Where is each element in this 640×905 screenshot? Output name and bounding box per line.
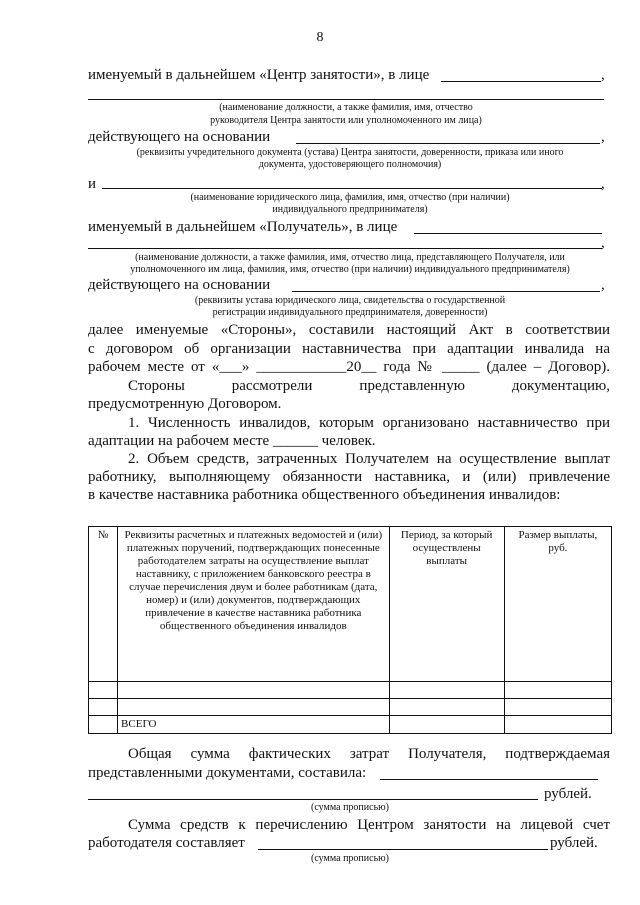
fill-line — [102, 188, 602, 189]
table-row — [89, 699, 612, 716]
fill-line — [380, 779, 598, 780]
table-header-row — [89, 527, 612, 682]
caption: (реквизиты учредительного документа (устава) Центра занятости, доверенности, приказа или иного — [136, 147, 564, 158]
rubles-label: рублей. — [550, 835, 598, 851]
parties-paragraph-line: рабочем месте от «___» ____________20__ года № _____ (далее – Договор). — [88, 359, 610, 375]
recipient-line: именуемый в дальнейшем «Получатель», в лице — [88, 219, 398, 235]
document-page: 8 именуемый в дальнейшем «Центр занятости», в лице , (наименование должности, а также фамилия, имя, отчество руководителя Центра занятости или уполномоченного им лица) действующего на основании , (реквизиты учредительного документа (устава) Центра занятости, доверенности, приказа или иного документа, удостоверяющего полномочия) и , (наименование юридического лица, фамилия, имя, отчество (при наличии) индивидуального предпринимателя) именуемый в дальнейшем «Получатель», в лице , (наименование должности, а также фамилия, имя, отчество лица, представляющего Получателя, или уполномоченного им лица, фамилия, имя, отчество (при наличии) индивидуального предпринимателя) действующего на основании , (реквизиты устава юридического лица, свидетельства о государственной регистрации индивидуального предпринимателя, доверенности) далее именуемые «Стороны», составили настоящий Акт в соответствии с договором об организации наставничества при адаптации инвалида на рабочем месте от «___» ____________20__ года № _____ (далее – Договор). Стороны рассмотрели представленную документацию, предусмотренную Договором. 1. Численность инвалидов, которым организовано наставничество при адаптации на рабочем месте ______ человек. 2. Объем средств, затраченных Получателем на осуществление выплат работнику, выполняющему обязанности наставника, и (или) привлечение в качестве наставника работника общественного объединения инвалидов: № Реквизиты расчетных и платежных ведомостей и (или) платежных поручений, подтверждающих понесенные работодателем затраты на осуществление выплат наставнику, с приложением банковского реестра в случае перечисления двум и более работникам (дата, номер) и (или) документов, подтверждающих привлечение в качестве наставника работника общественного объединения инвалидов Период, за который осуществлены выплаты Размер выплаты, руб. ВСЕГО Общая сумма фактических затрат Получателя, подтверждаемая представленными документами, составила: рублей. (сумма прописью) Сумма средств к перечислению Центром занятости на лицевой счет работодателя составляет рублей. (сумма прописью) — [0, 0, 640, 905]
amount-paragraph-line: в качестве наставника работника общественного объединения инвалидов: — [88, 487, 561, 503]
fill-line — [296, 143, 600, 144]
count-paragraph-line: адаптации на рабочем месте ______ человек. — [88, 433, 376, 449]
table-total-row — [89, 716, 612, 734]
page-number: 8 — [316, 30, 324, 45]
count-paragraph-line: 1. Численность инвалидов, которым организовано наставничество при — [128, 415, 610, 431]
fill-line — [88, 799, 538, 800]
col-number-header: № — [89, 527, 118, 682]
caption: индивидуального предпринимателя) — [272, 204, 428, 215]
caption: (наименование должности, а также фамилия, имя, отчество — [219, 102, 473, 113]
payments-table — [88, 526, 612, 734]
fill-line — [258, 849, 548, 850]
total-expenses-line: представленными документами, составила: — [88, 765, 367, 781]
fill-line — [88, 99, 604, 100]
caption: (реквизиты устава юридического лица, свидетельства о государственной — [194, 295, 506, 306]
amount-paragraph-line: 2. Объем средств, затраченных Получателем на осуществление выплат — [128, 451, 610, 467]
caption: (сумма прописью) — [311, 802, 389, 813]
total-label: ВСЕГО — [118, 716, 390, 734]
col-documents-header: Реквизиты расчетных и платежных ведомостей и (или) платежных поручений, подтверждающих понесенные работодателем затраты на осуществление выплат наставнику, с приложением банковского реестра в случае перечисления двум и более работникам (дата, номер) и (или) документов, подтверждающих привлечение в качестве наставника работника общественного объединения инвалидов — [118, 527, 390, 682]
caption: уполномоченного им лица, фамилия, имя, отчество (при наличии) индивидуального предпринимателя) — [130, 264, 570, 275]
fill-line — [441, 81, 601, 82]
basis-line: действующего на основании — [88, 129, 271, 145]
amount-paragraph-line: работнику, выполняющему обязанности наставника, и (или) привлечение — [88, 469, 610, 485]
fill-line — [88, 248, 602, 249]
caption: регистрации индивидуального предпринимателя, доверенности) — [212, 307, 488, 318]
col-period-header: Период, за который осуществлены выплаты — [389, 527, 504, 682]
and-line: и — [88, 176, 97, 192]
caption: (наименование юридического лица, фамилия, имя, отчество (при наличии) — [190, 192, 510, 203]
fill-line — [292, 291, 600, 292]
fill-line — [414, 233, 602, 234]
total-expenses-line: Общая сумма фактических затрат Получателя, подтверждаемая — [128, 746, 610, 762]
table-row — [89, 682, 612, 699]
review-paragraph-line: предусмотренную Договором. — [88, 396, 282, 412]
basis-line-2: действующего на основании — [88, 277, 271, 293]
rubles-label: рублей. — [544, 786, 592, 802]
transfer-sum-line: Сумма средств к перечислению Центром занятости на лицевой счет — [128, 817, 610, 833]
parties-paragraph-line: далее именуемые «Стороны», составили настоящий Акт в соответствии — [88, 322, 610, 338]
caption: документа, удостоверяющего полномочия) — [258, 159, 442, 170]
transfer-sum-line: работодателя составляет — [88, 835, 245, 851]
parties-paragraph-line: с договором об организации наставничества при адаптации инвалида на — [88, 341, 610, 357]
col-amount-header: Размер выплаты, руб. — [504, 527, 611, 682]
review-paragraph-line: Стороны рассмотрели представленную документацию, — [128, 378, 610, 394]
caption: (наименование должности, а также фамилия, имя, отчество лица, представляющего Получателя, или — [135, 252, 565, 263]
caption: руководителя Центра занятости или уполномоченного им лица) — [210, 115, 482, 126]
caption: (сумма прописью) — [311, 853, 389, 864]
employment-center-line: именуемый в дальнейшем «Центр занятости», в лице — [88, 67, 430, 83]
